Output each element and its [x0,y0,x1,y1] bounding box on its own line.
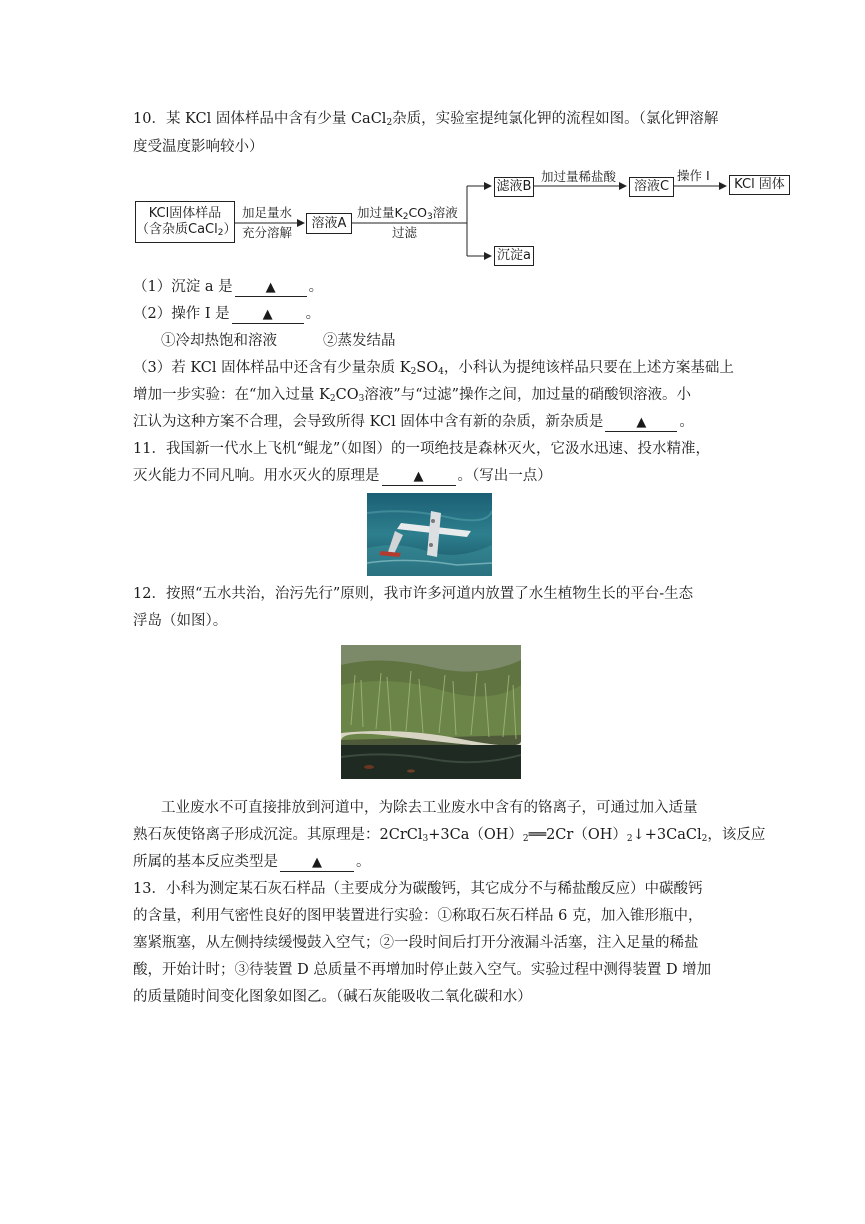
answer-blank-2[interactable]: ▲ [232,306,304,324]
step2-top-label: 加过量$K_2CO_3$溶液 [357,205,458,222]
q10-line1: 10．某 KCl 固体样品中含有少量 CaCl$_2$杂质，实验室提纯氯化钾的流程如图。（氯化钾溶解 [133,111,719,128]
q13-line4: 酸，开始计时；③待装置 D 总质量不再增加时停止鼓入空气。实验过程中测得装置 D 增加 [133,962,712,978]
q12-line1: 12．按照“五水共治，治污先行”原则，我市许多河道内放置了水生植物生长的平台-生态 [133,586,694,602]
step1-top-label: 加足量水 [242,205,293,220]
precipitate-a-box: 沉淀a [494,246,534,266]
q12-para-line1: 工业废水不可直接排放到河道中，为除去工业废水中含有的铬离子，可通过加入适量 [161,800,698,816]
step1-bottom-label: 充分溶解 [242,225,293,240]
sample-label: KCl固体样品 [148,206,222,221]
q13-line3: 塞紧瓶塞，从左侧持续缓慢鼓入空气；②一段时间后打开分液漏斗活塞，注入足量的稀盐 [133,935,699,951]
floating-island-photo [341,645,521,779]
answer-blank-4[interactable]: ▲ [382,468,456,486]
seaplane-photo [367,493,492,576]
answer-blank-5[interactable]: ▲ [280,854,354,872]
step4-label: 操作 I [677,168,710,183]
q13-line5: 的质量随时间变化图象如图乙。（碱石灰能吸收二氧化碳和水） [133,989,532,1005]
q10-sub3-line3: 江认为这种方案不合理，会导致所得 KCl 固体中含有新的杂质，新杂质是 ▲ 。 [133,414,694,430]
sample-box [135,201,235,243]
q11-line1: 11．我国新一代水上飞机“鲲龙”（如图）的一项绝技是森林灭火，它汲水迅速、投水精准， [133,441,711,457]
q12-para-line3: 所属的基本反应类型是 ▲ 。 [133,854,371,870]
q10-sub2: （2）操作 I 是 ▲ 。 [133,306,321,322]
q10-option1: ①冷却热饱和溶液 [161,333,277,349]
answer-blank-3[interactable]: ▲ [605,414,677,432]
filtrate-b-box: 滤液B [494,177,534,197]
step2-bottom-label: 过滤 [392,225,418,240]
q13-line2: 的含量，利用气密性良好的图甲装置进行实验：①称取石灰石样品 6 克，加入锥形瓶中， [133,908,703,924]
flow-diagram [0,0,865,280]
sample-impurity: （含杂质CaCl$_2$） [136,222,237,238]
q10-line2: 度受温度影响较小） [133,139,264,155]
q10-sub3-line1: （3）若 KCl 固体样品中还含有少量杂质 $K_2SO_4$，小科认为提纯该样品只要在上述方案基础上 [133,360,734,377]
solution-c-box: 溶液C [629,177,674,197]
q11-line2: 灭火能力不同凡响。用水灭火的原理是 ▲ 。（写出一点） [133,468,552,484]
q13-line1: 13．小科为测定某石灰石样品（主要成分为碳酸钙，其它成分不与稀盐酸反应）中碳酸钙 [133,881,703,897]
answer-blank-1[interactable]: ▲ [235,279,307,297]
q12-line2: 浮岛（如图）。 [133,613,228,629]
q10-option2: ②蒸发结晶 [323,333,396,349]
product-box: KCl 固体 [729,175,790,195]
solution-a-box: 溶液A [306,213,352,234]
q10-sub3-line2: 增加一步实验：在“加入过量 $K_2CO_3$溶液”与“过滤”操作之间，加过量的硝酸钡溶液。小 [133,387,692,404]
flow-arrows [0,0,865,280]
step3-label: 加过量稀盐酸 [541,169,617,184]
q12-para-line2: 熟石灰使铬离子形成沉淀。其原理是：$2CrCl_3+3Ca(OH)_2══2Cr(OH)_2↓+3CaCl_2$，该反应 [133,827,766,844]
q10-sub1: （1）沉淀 a 是 ▲ 。 [133,279,324,295]
